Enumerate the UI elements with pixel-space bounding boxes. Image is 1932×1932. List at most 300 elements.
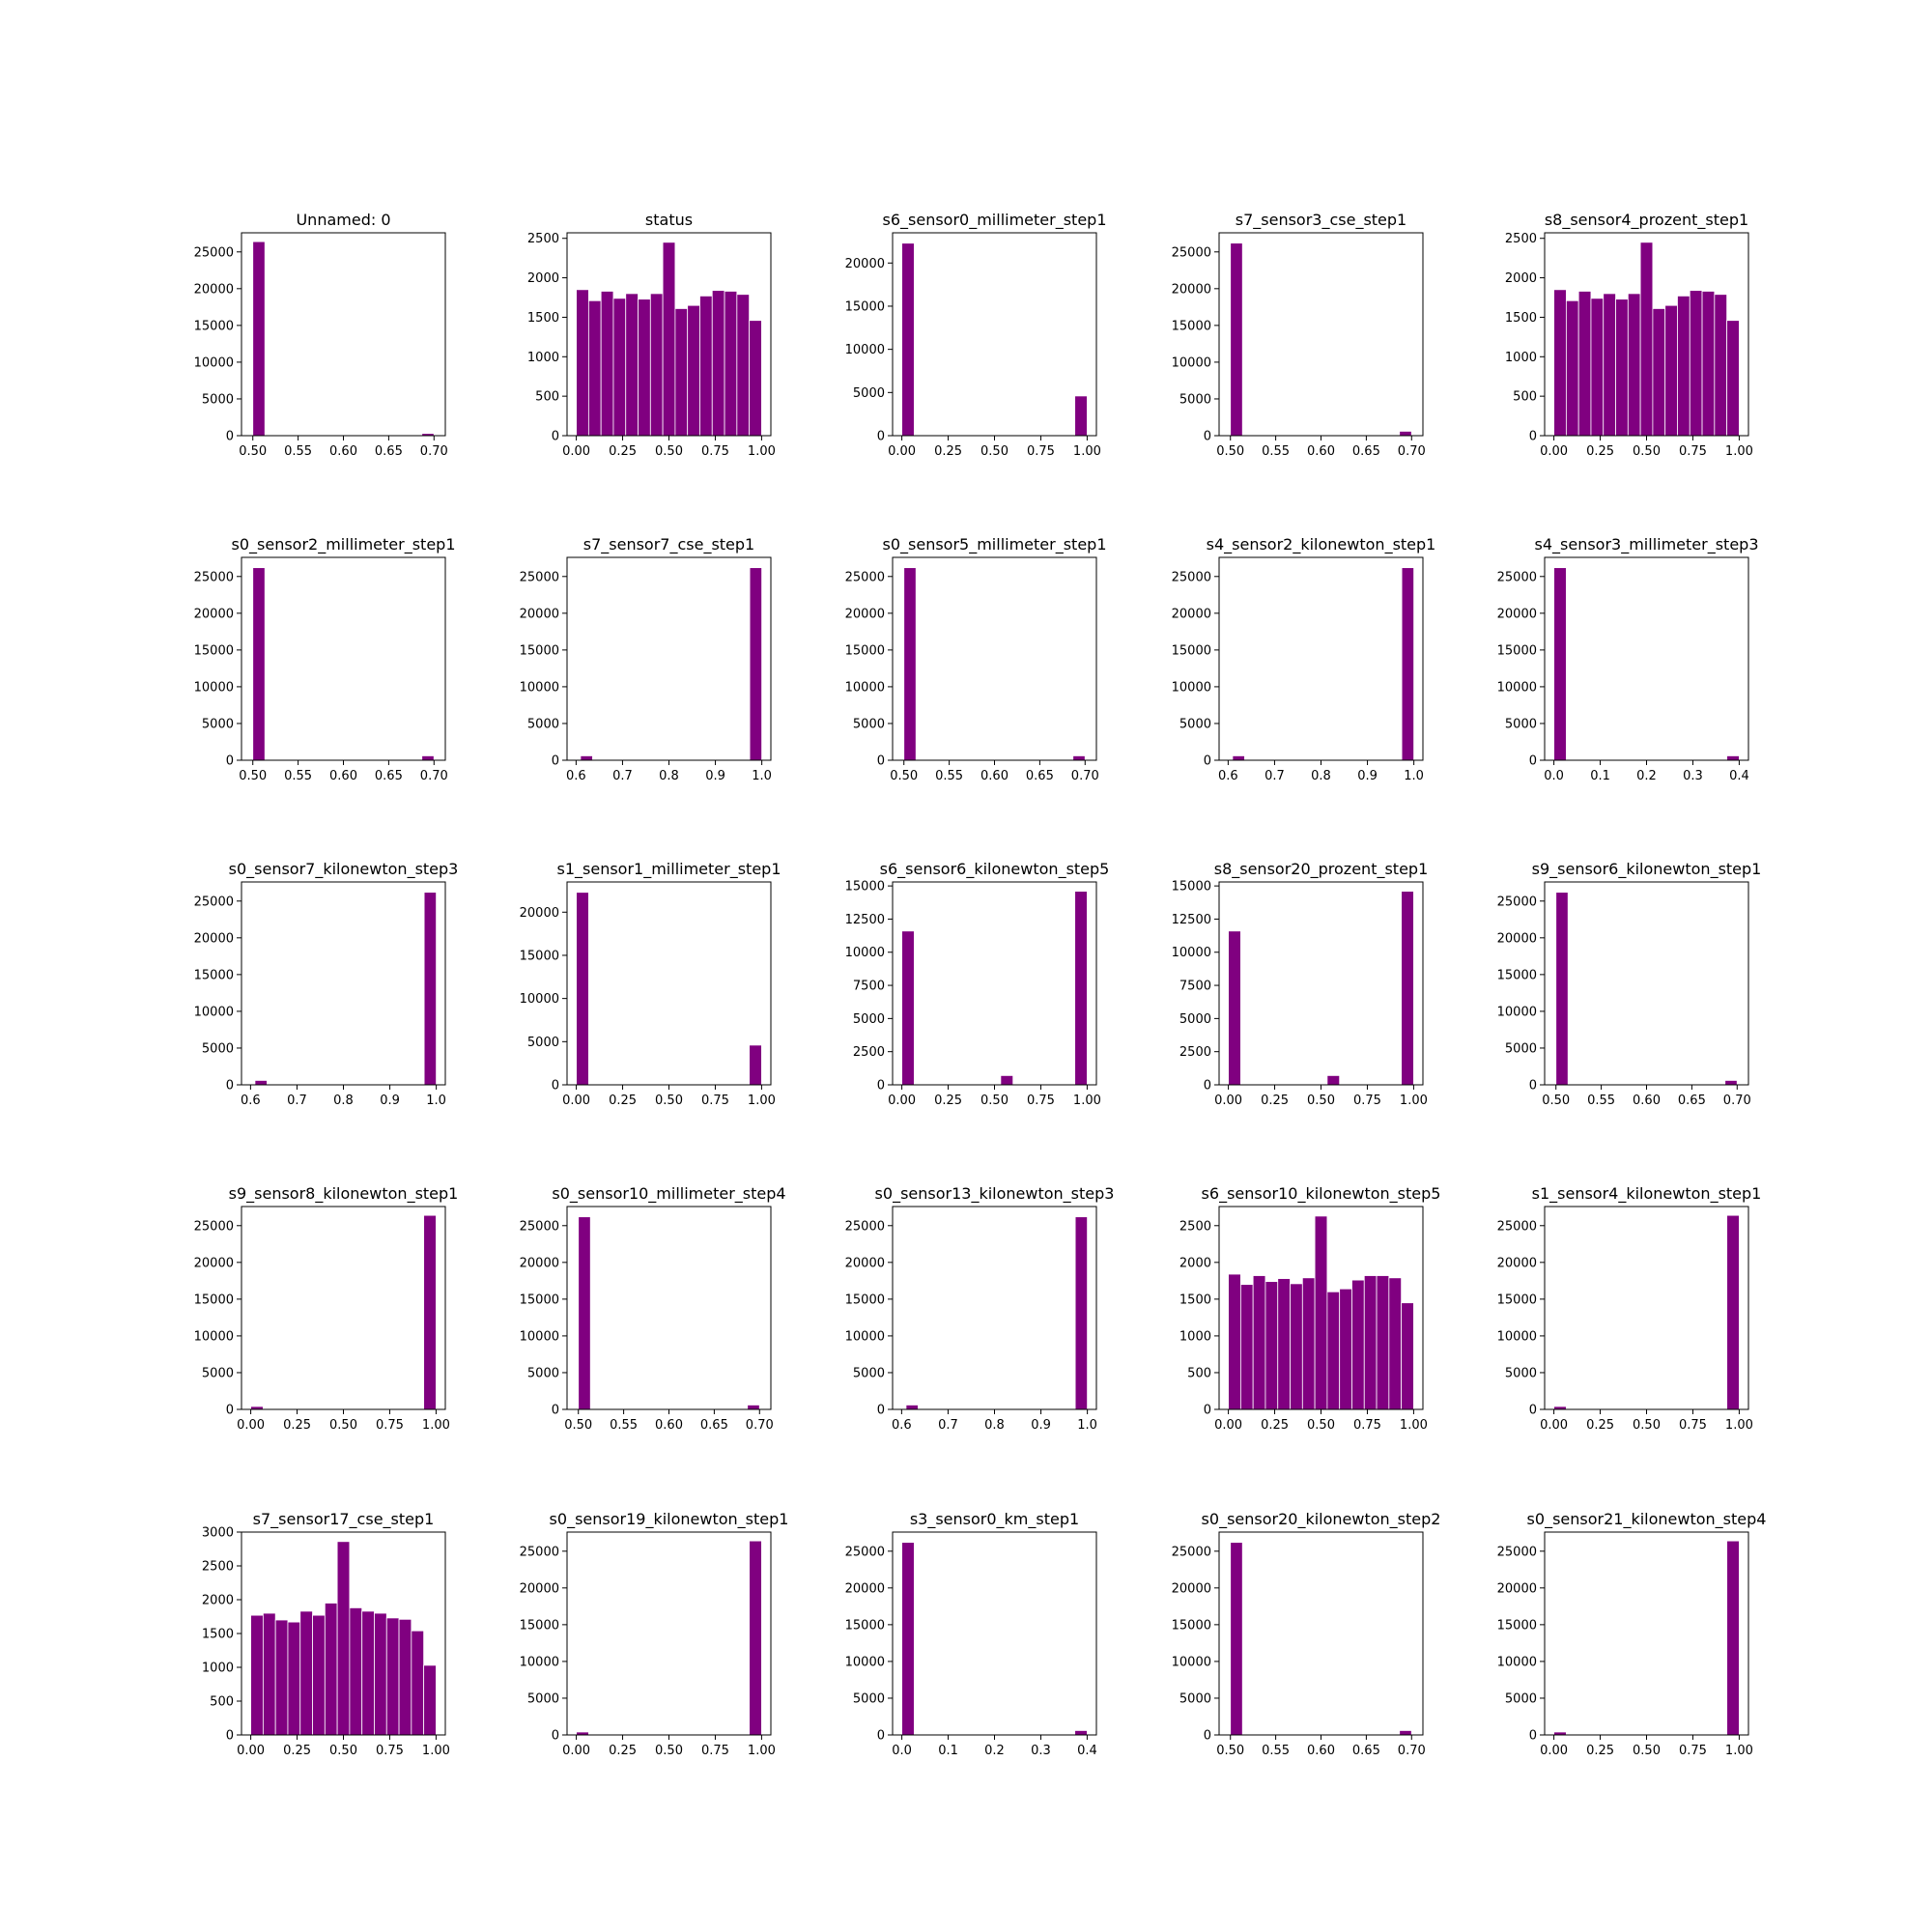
x-tick-label: 0.50	[239, 444, 268, 459]
y-tick-label: 15000	[519, 949, 559, 964]
histogram-panel	[845, 1184, 1115, 1433]
y-tick-label: 0	[876, 753, 885, 769]
x-tick-label: 0.60	[329, 444, 357, 459]
y-tick-label: 0	[551, 753, 559, 769]
chart-title: s0_sensor7_kilonewton_step3	[228, 860, 459, 878]
chart-title: Unnamed: 0	[296, 211, 391, 229]
chart-title: s7_sensor17_cse_step1	[252, 1510, 435, 1528]
histogram-bar	[902, 1543, 915, 1735]
histogram-bar	[906, 1405, 919, 1409]
x-tick-label: 1.0	[426, 1094, 446, 1108]
y-tick-label: 10000	[1171, 680, 1211, 696]
x-tick-label: 0.25	[609, 1094, 638, 1108]
x-tick-label: 0.50	[329, 1744, 357, 1758]
y-tick-label: 20000	[519, 607, 559, 622]
histogram-bar	[263, 1613, 275, 1735]
axes-frame	[242, 233, 445, 436]
y-tick-label: 0	[1203, 753, 1211, 769]
x-tick-label: 0.60	[1307, 444, 1335, 459]
y-tick-label: 15000	[844, 879, 885, 895]
axes-frame	[893, 1207, 1096, 1409]
y-tick-label: 5000	[852, 717, 885, 732]
histogram-bar	[1400, 431, 1412, 436]
x-tick-label: 0.25	[1586, 444, 1615, 459]
histogram-bar	[1229, 1274, 1241, 1409]
y-tick-label: 10000	[1171, 946, 1211, 961]
x-tick-label: 0.25	[1586, 1744, 1615, 1758]
axes-frame	[567, 1532, 771, 1735]
x-tick-label: 1.00	[1399, 1418, 1428, 1433]
x-tick-label: 0.60	[1633, 1094, 1661, 1108]
y-tick-label: 25000	[193, 1219, 234, 1235]
axes-frame	[893, 1532, 1096, 1735]
x-tick-label: 0.00	[237, 1744, 266, 1758]
histogram-bar	[1554, 290, 1567, 436]
y-tick-label: 5000	[526, 717, 559, 732]
histogram-bar	[337, 1542, 350, 1735]
y-tick-label: 25000	[519, 1219, 559, 1235]
x-tick-label: 0.50	[1633, 1418, 1661, 1433]
y-tick-label: 20000	[844, 256, 885, 271]
y-tick-label: 10000	[193, 355, 234, 371]
histogram-bar	[1556, 893, 1569, 1085]
x-tick-label: 0.65	[1677, 1094, 1706, 1108]
y-tick-label: 5000	[1179, 717, 1211, 732]
histogram-panel	[1497, 535, 1759, 783]
x-tick-label: 0.8	[659, 769, 679, 783]
histogram-bar	[1327, 1075, 1340, 1085]
histogram-panel	[1172, 211, 1426, 459]
x-tick-label: 0.25	[609, 1744, 638, 1758]
y-tick-label: 5000	[526, 1691, 559, 1707]
y-tick-label: 15000	[1171, 879, 1211, 895]
x-tick-label: 0.65	[1351, 444, 1380, 459]
axes-frame	[567, 1207, 771, 1409]
x-tick-label: 0.75	[375, 1418, 404, 1433]
y-tick-label: 10000	[193, 1329, 234, 1345]
y-tick-label: 25000	[193, 570, 234, 585]
histogram-bar	[748, 1405, 760, 1409]
histogram-bar	[1402, 892, 1414, 1085]
y-tick-label: 5000	[1179, 1691, 1211, 1707]
histogram-bar	[577, 290, 589, 436]
histogram-panel	[1179, 1184, 1441, 1433]
histogram-panel	[845, 535, 1107, 783]
y-tick-label: 5000	[201, 392, 234, 408]
y-tick-label: 20000	[193, 931, 234, 947]
histogram-bar	[588, 300, 601, 436]
y-tick-label: 25000	[1496, 1545, 1537, 1560]
y-tick-label: 12500	[1171, 912, 1211, 927]
histogram-bar	[313, 1615, 326, 1735]
axes-frame	[893, 557, 1096, 760]
x-tick-label: 1.00	[747, 444, 776, 459]
y-tick-label: 10000	[1171, 355, 1211, 371]
x-tick-label: 0.9	[1357, 769, 1378, 783]
histogram-bar	[253, 568, 266, 760]
y-tick-label: 10000	[519, 1329, 559, 1345]
y-tick-label: 15000	[193, 319, 234, 334]
y-tick-label: 0	[225, 1728, 234, 1744]
y-tick-label: 5000	[852, 385, 885, 401]
x-tick-label: 0.75	[700, 444, 729, 459]
y-tick-label: 2000	[526, 271, 559, 287]
y-tick-label: 2500	[1179, 1219, 1211, 1235]
x-tick-label: 0.50	[1307, 1418, 1335, 1433]
x-tick-label: 0.7	[612, 769, 633, 783]
y-tick-label: 0	[551, 1403, 559, 1418]
histogram-bar	[422, 755, 435, 760]
histogram-bar	[1702, 291, 1715, 436]
x-tick-label: 0.1	[1590, 769, 1610, 783]
axes-frame	[242, 557, 445, 760]
y-tick-label: 20000	[519, 1256, 559, 1271]
histogram-bar	[904, 568, 917, 760]
y-tick-label: 2500	[201, 1559, 234, 1575]
histogram-bar	[1340, 1289, 1352, 1409]
histogram-panel	[1172, 535, 1436, 783]
axes-frame	[893, 233, 1096, 436]
histogram-bar	[712, 291, 724, 436]
x-tick-label: 0.50	[1633, 444, 1661, 459]
y-tick-label: 10000	[844, 343, 885, 358]
y-tick-label: 5000	[852, 1691, 885, 1707]
y-tick-label: 20000	[1171, 1581, 1211, 1597]
chart-title: s9_sensor6_kilonewton_step1	[1531, 860, 1762, 878]
y-tick-label: 20000	[844, 1256, 885, 1271]
x-tick-label: 1.00	[1724, 1744, 1753, 1758]
histogram-bar	[1302, 1278, 1315, 1409]
x-tick-label: 0.3	[1031, 1744, 1051, 1758]
y-tick-label: 2000	[1504, 271, 1537, 287]
y-tick-label: 5000	[852, 1011, 885, 1027]
y-tick-label: 20000	[1496, 1256, 1537, 1271]
y-tick-label: 5000	[201, 1041, 234, 1057]
y-tick-label: 1500	[1504, 310, 1537, 326]
histogram-bar	[1315, 1216, 1327, 1409]
x-tick-label: 1.00	[1399, 1094, 1428, 1108]
histogram-bar	[1578, 291, 1591, 436]
histogram-bar	[750, 1541, 762, 1735]
y-tick-label: 25000	[1496, 895, 1537, 910]
y-tick-label: 25000	[1171, 570, 1211, 585]
y-tick-label: 5000	[526, 1366, 559, 1381]
y-tick-label: 25000	[844, 1545, 885, 1560]
chart-title: s0_sensor20_kilonewton_step2	[1201, 1510, 1441, 1528]
histogram-bar	[374, 1613, 386, 1735]
x-tick-label: 0.25	[283, 1418, 312, 1433]
y-tick-label: 10000	[519, 1655, 559, 1670]
y-tick-label: 0	[876, 429, 885, 444]
y-tick-label: 20000	[519, 1581, 559, 1597]
x-tick-label: 0.00	[1540, 1744, 1569, 1758]
histogram-bar	[1727, 755, 1740, 760]
y-tick-label: 0	[876, 1403, 885, 1418]
y-tick-label: 0	[1528, 1078, 1537, 1094]
x-tick-label: 0.7	[1264, 769, 1285, 783]
x-tick-label: 1.00	[1724, 1418, 1753, 1433]
y-tick-label: 10000	[1171, 1655, 1211, 1670]
y-tick-label: 20000	[193, 282, 234, 298]
histogram-bar	[288, 1622, 300, 1735]
x-tick-label: 0.4	[1077, 1744, 1097, 1758]
axes-frame	[1545, 557, 1748, 760]
y-tick-label: 5000	[201, 1366, 234, 1381]
histogram-bar	[1351, 1280, 1364, 1409]
x-tick-label: 0.75	[1352, 1094, 1381, 1108]
y-tick-label: 25000	[1496, 570, 1537, 585]
x-tick-label: 0.50	[564, 1418, 593, 1433]
x-tick-label: 0.70	[1070, 769, 1099, 783]
x-tick-label: 0.50	[1633, 1744, 1661, 1758]
histogram-bar	[1616, 299, 1629, 436]
histogram-bar	[1327, 1292, 1340, 1409]
x-tick-label: 0.9	[380, 1094, 400, 1108]
axes-frame	[242, 882, 445, 1085]
x-tick-label: 0.60	[980, 769, 1009, 783]
histogram-bar	[1402, 568, 1414, 760]
axes-frame	[1219, 882, 1423, 1085]
histogram-bar	[1075, 1730, 1088, 1735]
x-tick-label: 0.55	[1587, 1094, 1616, 1108]
y-tick-label: 7500	[852, 979, 885, 994]
histogram-bar	[613, 298, 626, 436]
histogram-panel	[194, 211, 448, 459]
x-tick-label: 0.25	[934, 444, 963, 459]
y-tick-label: 10000	[1496, 1005, 1537, 1020]
chart-title: s0_sensor13_kilonewton_step3	[874, 1184, 1115, 1203]
chart-title: s0_sensor19_kilonewton_step1	[549, 1510, 789, 1528]
y-tick-label: 15000	[1496, 1618, 1537, 1634]
x-tick-label: 0.50	[980, 1094, 1009, 1108]
axes-frame	[242, 1207, 445, 1409]
y-tick-label: 5000	[526, 1035, 559, 1050]
histogram-panel	[1497, 860, 1762, 1108]
histogram-bar	[1665, 305, 1678, 436]
x-tick-label: 0.8	[333, 1094, 354, 1108]
x-tick-label: 0.75	[375, 1744, 404, 1758]
y-tick-label: 5000	[1179, 1011, 1211, 1027]
histogram-bar	[1291, 1284, 1303, 1409]
y-tick-label: 25000	[519, 570, 559, 585]
y-tick-label: 0	[1528, 1403, 1537, 1418]
histogram-bar	[1389, 1278, 1402, 1409]
x-tick-label: 0.50	[655, 444, 683, 459]
y-tick-label: 25000	[1171, 1545, 1211, 1560]
histogram-bar	[750, 321, 762, 436]
histogram-bar	[1075, 1217, 1088, 1409]
histogram-bar	[699, 296, 712, 436]
x-tick-label: 0.25	[1586, 1418, 1615, 1433]
x-tick-label: 1.00	[747, 1094, 776, 1108]
x-tick-label: 0.60	[329, 769, 357, 783]
axes-frame	[1219, 557, 1423, 760]
y-tick-label: 12500	[844, 912, 885, 927]
x-tick-label: 0.50	[980, 444, 1009, 459]
x-tick-label: 0.55	[1262, 1744, 1291, 1758]
y-tick-label: 15000	[193, 1293, 234, 1308]
y-tick-label: 500	[210, 1694, 234, 1710]
histogram-bar	[750, 1045, 762, 1085]
y-tick-label: 15000	[844, 299, 885, 315]
histogram-bar	[1400, 1730, 1412, 1735]
histogram-panel	[845, 860, 1110, 1108]
y-tick-label: 0	[876, 1728, 885, 1744]
axes-frame	[1545, 1207, 1748, 1409]
y-tick-label: 10000	[1496, 1655, 1537, 1670]
y-tick-label: 20000	[193, 1256, 234, 1271]
x-tick-label: 0.9	[1031, 1418, 1051, 1433]
histogram-panel	[194, 860, 459, 1108]
histogram-bar	[1240, 1285, 1253, 1409]
chart-title: s8_sensor20_prozent_step1	[1213, 860, 1429, 878]
histogram-bar	[1727, 1215, 1740, 1409]
y-tick-label: 5000	[201, 717, 234, 732]
histogram-bar	[1402, 1303, 1414, 1409]
x-tick-label: 0.65	[1025, 769, 1054, 783]
histogram-panel	[845, 1510, 1097, 1758]
chart-title: s0_sensor5_millimeter_step1	[882, 535, 1107, 554]
y-tick-label: 2000	[1179, 1256, 1211, 1271]
y-tick-label: 25000	[193, 895, 234, 910]
x-tick-label: 0.70	[745, 1418, 774, 1433]
histogram-bar	[362, 1611, 375, 1735]
x-tick-label: 0.00	[562, 444, 591, 459]
histogram-bar	[1075, 396, 1088, 436]
y-tick-label: 20000	[1171, 607, 1211, 622]
y-tick-label: 10000	[844, 946, 885, 961]
chart-title: s1_sensor1_millimeter_step1	[556, 860, 781, 878]
histogram-bar	[626, 294, 639, 436]
x-tick-label: 0.50	[655, 1094, 683, 1108]
x-tick-label: 0.65	[1351, 1744, 1380, 1758]
x-tick-label: 0.55	[284, 444, 313, 459]
y-tick-label: 0	[876, 1078, 885, 1094]
x-tick-label: 0.55	[610, 1418, 639, 1433]
histogram-bar	[275, 1620, 288, 1735]
x-tick-label: 0.50	[329, 1418, 357, 1433]
x-tick-label: 0.70	[1397, 1744, 1426, 1758]
x-tick-label: 0.00	[888, 1094, 917, 1108]
y-tick-label: 500	[1187, 1366, 1211, 1381]
histogram-panel	[845, 211, 1107, 459]
histogram-bar	[1653, 308, 1665, 436]
y-tick-label: 5000	[852, 1366, 885, 1381]
chart-title: s0_sensor21_kilonewton_step4	[1526, 1510, 1767, 1528]
x-tick-label: 0.8	[1311, 769, 1331, 783]
histogram-bar	[1566, 300, 1578, 436]
histogram-panel	[202, 1510, 450, 1758]
x-tick-label: 1.0	[1077, 1418, 1097, 1433]
y-tick-label: 0	[225, 429, 234, 444]
y-tick-label: 15000	[1496, 968, 1537, 983]
histogram-panel	[520, 1184, 786, 1433]
y-tick-label: 1000	[201, 1661, 234, 1676]
y-tick-label: 10000	[844, 1655, 885, 1670]
x-tick-label: 0.6	[566, 769, 586, 783]
chart-title: s4_sensor2_kilonewton_step1	[1206, 535, 1436, 554]
y-tick-label: 10000	[519, 680, 559, 696]
histogram-bar	[1727, 1541, 1740, 1735]
histogram-bar	[412, 1631, 424, 1735]
y-tick-label: 0	[1203, 1078, 1211, 1094]
y-tick-label: 5000	[1504, 1041, 1537, 1057]
y-tick-label: 25000	[844, 1219, 885, 1235]
x-tick-label: 0.75	[1678, 1418, 1707, 1433]
histogram-bar	[1727, 321, 1740, 436]
y-tick-label: 10000	[1496, 680, 1537, 696]
y-tick-label: 0	[1528, 1728, 1537, 1744]
y-tick-label: 15000	[193, 968, 234, 983]
histogram-bar	[1073, 755, 1086, 760]
histogram-bar	[1377, 1276, 1389, 1409]
histogram-bar	[1233, 755, 1245, 760]
axes-frame	[893, 882, 1096, 1085]
y-tick-label: 20000	[844, 607, 885, 622]
histogram-bar	[1075, 892, 1088, 1085]
x-tick-label: 0.65	[374, 444, 403, 459]
y-tick-label: 2500	[852, 1045, 885, 1061]
y-tick-label: 20000	[1171, 282, 1211, 298]
histogram-panel	[1497, 1510, 1767, 1758]
y-tick-label: 5000	[1504, 1366, 1537, 1381]
x-tick-label: 0.75	[1026, 1094, 1055, 1108]
y-tick-label: 15000	[1171, 319, 1211, 334]
y-tick-label: 500	[1513, 389, 1537, 405]
chart-title: s6_sensor0_millimeter_step1	[882, 211, 1107, 229]
histogram-bar	[902, 243, 915, 436]
histogram-bar	[579, 1217, 591, 1409]
y-tick-label: 15000	[844, 1618, 885, 1634]
y-tick-label: 10000	[193, 1005, 234, 1020]
histogram-bar	[424, 1665, 437, 1735]
y-tick-label: 5000	[1179, 392, 1211, 408]
y-tick-label: 0	[1528, 429, 1537, 444]
x-tick-label: 0.7	[287, 1094, 307, 1108]
y-tick-label: 0	[225, 753, 234, 769]
x-tick-label: 0.50	[890, 769, 919, 783]
chart-title: s4_sensor3_millimeter_step3	[1534, 535, 1759, 554]
chart-title: s0_sensor10_millimeter_step4	[552, 1184, 786, 1203]
histogram-bar	[1001, 1075, 1013, 1085]
y-tick-label: 25000	[844, 570, 885, 585]
histogram-bar	[1364, 1276, 1377, 1409]
histogram-bar	[724, 291, 737, 436]
histogram-bar	[300, 1611, 313, 1735]
histogram-bar	[1278, 1279, 1291, 1409]
x-tick-label: 0.6	[241, 1094, 261, 1108]
y-tick-label: 15000	[1171, 1618, 1211, 1634]
histogram-bar	[688, 305, 700, 436]
x-tick-label: 0.00	[562, 1094, 591, 1108]
x-tick-label: 0.9	[705, 769, 725, 783]
histogram-bar	[1229, 931, 1241, 1085]
chart-title: s9_sensor8_kilonewton_step1	[228, 1184, 459, 1203]
histogram-bar	[424, 893, 437, 1085]
chart-title: s1_sensor4_kilonewton_step1	[1531, 1184, 1762, 1203]
x-tick-label: 1.00	[421, 1418, 450, 1433]
y-tick-label: 20000	[519, 905, 559, 921]
histogram-bar	[1690, 291, 1702, 436]
histogram-bar	[386, 1618, 399, 1735]
x-tick-label: 1.00	[1724, 444, 1753, 459]
x-tick-label: 0.60	[655, 1418, 683, 1433]
y-tick-label: 1000	[1179, 1329, 1211, 1345]
x-tick-label: 0.7	[938, 1418, 958, 1433]
x-tick-label: 0.75	[1352, 1418, 1381, 1433]
x-tick-label: 0.70	[1722, 1094, 1751, 1108]
x-tick-label: 0.00	[237, 1418, 266, 1433]
